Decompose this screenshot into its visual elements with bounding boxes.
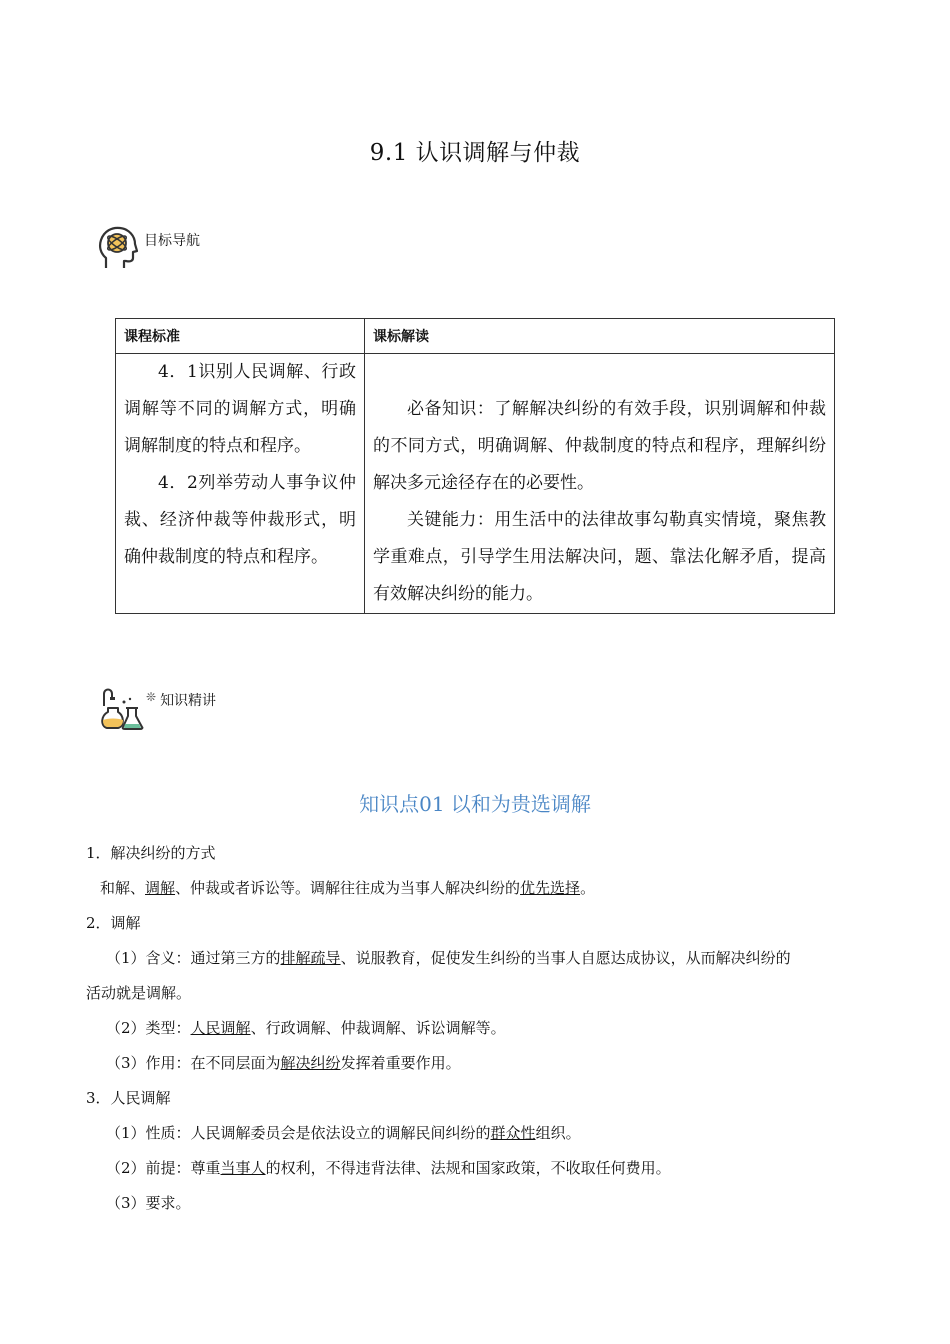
head-brain-icon bbox=[98, 224, 138, 270]
knowledge-lecture-header bbox=[98, 684, 216, 730]
people-mediation-requirements: （3）要求。 bbox=[106, 1194, 191, 1212]
curriculum-standards-table bbox=[115, 318, 835, 614]
standard-4-2: 4．2列举劳动人事争议仲裁、经济仲裁等仲裁形式，明确仲裁制度的特点和程序。 bbox=[124, 473, 356, 567]
sparkle-icon: ❊ bbox=[146, 690, 157, 704]
mediation-role: （3）作用：在不同层面为解决纠纷发挥着重要作用。 bbox=[106, 1054, 461, 1072]
standards-cell bbox=[116, 354, 365, 614]
heading-dispute-methods: 1．解决纠纷的方式 bbox=[86, 844, 216, 862]
essential-knowledge: 必备知识：了解解决纠纷的有效手段，识别调解和仲裁的不同方式，明确调解、仲裁制度的特点和程序，理解纠纷解决多元途径存在的必要性。 bbox=[373, 399, 826, 493]
standard-4-1: 4．1识别人民调解、行政调解等不同的调解方式，明确调解制度的特点和程序。 bbox=[124, 362, 356, 456]
header-standard-interpretation: 课标解读 bbox=[365, 319, 835, 354]
target-navigation-label: 目标导航 bbox=[144, 233, 200, 249]
header-curriculum-standard: 课程标准 bbox=[116, 319, 365, 354]
dispute-methods-text: 和解、调解、仲裁或者诉讼等。调解往往成为当事人解决纠纷的优先选择。 bbox=[100, 879, 596, 897]
heading-people-mediation: 3．人民调解 bbox=[86, 1089, 171, 1107]
knowledge-content bbox=[86, 836, 866, 1221]
target-navigation-header bbox=[98, 224, 200, 270]
page-title: 9.1 认识调解与仲裁 bbox=[369, 140, 581, 166]
knowledge-lecture-label: 知识精讲 bbox=[160, 693, 217, 709]
interpretation-cell bbox=[365, 354, 835, 614]
table-row bbox=[116, 354, 835, 614]
key-abilities: 关键能力：用生活中的法律故事勾勒真实情境，聚焦教学重难点，引导学生用法解决问，题、靠法化解矛盾，提高有效解决纠纷的能力。 bbox=[373, 510, 826, 604]
mediation-types: （2）类型：人民调解、行政调解、仲裁调解、诉讼调解等。 bbox=[106, 1019, 506, 1037]
table-header-row bbox=[116, 319, 835, 354]
people-mediation-nature: （1）性质：人民调解委员会是依法设立的调解民间纠纷的群众性组织。 bbox=[106, 1124, 581, 1142]
knowledge-point-title: 知识点01 以和为贵选调解 bbox=[359, 792, 591, 816]
heading-mediation: 2．调解 bbox=[86, 914, 141, 932]
mediation-meaning: （1）含义：通过第三方的排解疏导、说服教育，促使发生纠纷的当事人自愿达成协议，从而解决纠纷的 bbox=[106, 949, 791, 967]
lab-flask-icon bbox=[98, 684, 144, 730]
people-mediation-premise: （2）前提：尊重当事人的权利，不得违背法律、法规和国家政策，不收取任何费用。 bbox=[106, 1159, 671, 1177]
mediation-meaning-cont: 活动就是调解。 bbox=[86, 984, 192, 1002]
